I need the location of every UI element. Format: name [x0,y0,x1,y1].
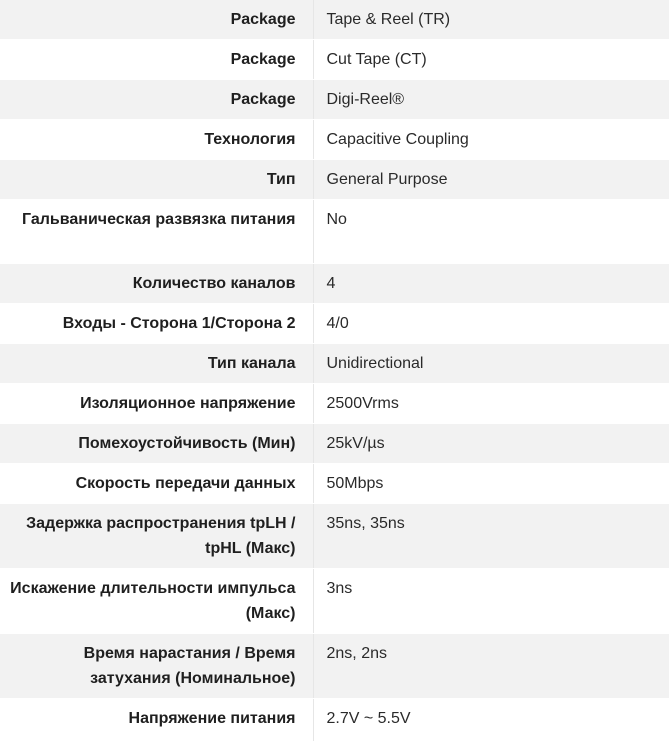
spec-label: Задержка распространения tpLH / tpHL (Макс) [0,504,313,569]
spec-value: No [313,200,669,264]
spec-value: Digi-Reel® [313,80,669,120]
spec-row-package-digireel [0,80,669,120]
spec-row-supply-voltage [0,699,669,742]
spec-value: 4 [313,264,669,304]
spec-row-inputs-side [0,304,669,344]
spec-row-technology [0,120,669,160]
spec-row-package-tr [0,0,669,40]
spec-label: Технология [0,120,313,160]
spec-value: Capacitive Coupling [313,120,669,160]
spec-value: 3ns [313,569,669,634]
spec-label: Искажение длительности импульса (Макс) [0,569,313,634]
spec-row-rise-fall-time [0,634,669,699]
spec-row-cmti [0,424,669,464]
spec-label: Package [0,40,313,80]
spec-label: Package [0,80,313,120]
spec-row-channel-count [0,264,669,304]
spec-label: Тип [0,160,313,200]
spec-label: Изоляционное напряжение [0,384,313,424]
spec-row-isolated-power [0,200,669,264]
spec-value: Tape & Reel (TR) [313,0,669,40]
spec-row-type [0,160,669,200]
spec-label: Количество каналов [0,264,313,304]
spec-value: 35ns, 35ns [313,504,669,569]
spec-value: 2ns, 2ns [313,634,669,699]
spec-label: Входы - Сторона 1/Сторона 2 [0,304,313,344]
spec-value: 4/0 [313,304,669,344]
spec-label: Напряжение питания [0,699,313,742]
spec-label: Гальваническая развязка питания [0,200,313,264]
spec-value: Cut Tape (CT) [313,40,669,80]
spec-value: 2500Vrms [313,384,669,424]
spec-value: General Purpose [313,160,669,200]
spec-label: Помехоустойчивость (Мин) [0,424,313,464]
spec-row-isolation-voltage [0,384,669,424]
spec-row-data-rate [0,464,669,504]
spec-label: Скорость передачи данных [0,464,313,504]
spec-label: Тип канала [0,344,313,384]
spec-value: 2.7V ~ 5.5V [313,699,669,742]
spec-value: 25kV/µs [313,424,669,464]
spec-row-package-ct [0,40,669,80]
spec-row-pulse-width-distortion [0,569,669,634]
spec-row-propagation-delay [0,504,669,569]
spec-value: 50Mbps [313,464,669,504]
spec-row-channel-type [0,344,669,384]
spec-label: Package [0,0,313,40]
spec-value: Unidirectional [313,344,669,384]
spec-label: Время нарастания / Время затухания (Номинальное) [0,634,313,699]
